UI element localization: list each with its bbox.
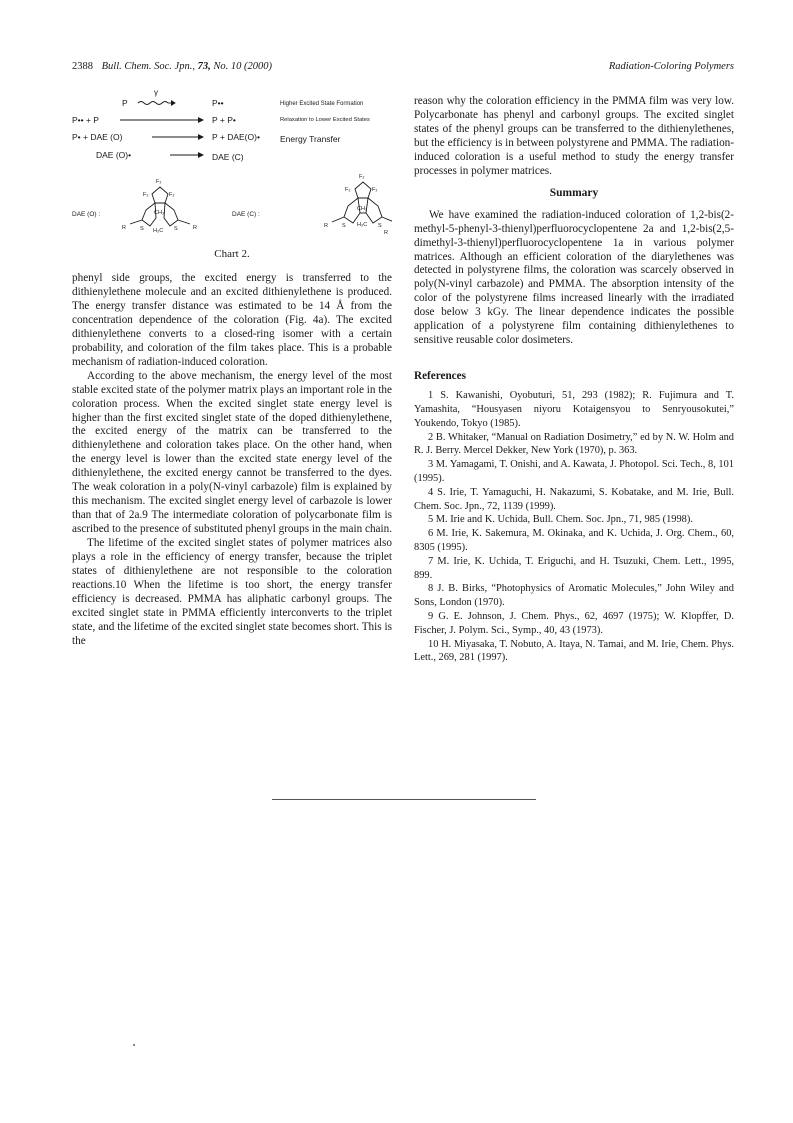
atom-s-left: S	[140, 226, 144, 232]
dae-open-label: DAE (O) :	[72, 211, 101, 218]
reference-item: 4 S. Irie, T. Yamaguchi, H. Nakazumi, S. Kobatake, and M. Irie, Bull. Chem. Soc. Jpn., 72, 1139 (1999).	[414, 486, 734, 512]
atom-f2-top: F₂	[156, 179, 162, 185]
chart-caption: Chart 2.	[214, 248, 250, 260]
atom-r-right-c: R	[384, 230, 388, 236]
atom-s-right-c: S	[378, 223, 382, 229]
running-title: Radiation-Coloring Polymers	[608, 61, 734, 72]
scheme-r1-left: P	[122, 98, 128, 108]
left-paragraph-3: The lifetime of the excited singlet states of polymer matrices also plays a role in the efficiency of energy transfer, because the triplet states of dithienylethene are not responsible to the coloration reactions.10 When the lifetime is too short, the energy transfer efficiency is decreased. PMMA has aliphatic carbonyl groups. The excited singlet state in PMMA efficiently interconverts to the triplet state, and the lifetime of the excited singlet state becomes short. This is the	[72, 537, 392, 647]
atom-r-left-c: R	[324, 223, 328, 229]
atom-s-right: S	[174, 226, 178, 232]
scheme-r4-left: DAE (O)•	[96, 150, 132, 160]
scan-speck	[133, 1044, 135, 1046]
dae-open-structure	[130, 187, 190, 226]
reference-item: 9 G. E. Johnson, J. Chem. Phys., 62, 4697 (1975); W. Klopffer, D. Fischer, J. Polym. Sci., Symp., 40, 43 (1973).	[414, 610, 734, 636]
atom-h3c-c: H₃C	[357, 222, 368, 228]
summary-heading: Summary	[549, 186, 599, 199]
reference-item: 10 H. Miyasaka, T. Nobuto, A. Itaya, N. Tamai, and M. Irie, Chem. Phys. Lett., 269, 281 (1997).	[414, 638, 734, 664]
reference-item: 3 M. Yamagami, T. Onishi, and A. Kawata, J. Photopol. Sci. Tech., 8, 101 (1995).	[414, 459, 734, 484]
scheme-r3-note: Energy Transfer	[280, 134, 341, 144]
dae-closed-label: DAE (C) :	[232, 211, 260, 218]
atom-f2-right-c: F₂	[372, 187, 378, 193]
atom-r-left: R	[122, 225, 126, 231]
atom-ch3: CH₃	[154, 210, 165, 216]
scheme-r2-right: P + P•	[212, 115, 236, 125]
reference-item: 6 M. Irie, K. Sakemura, M. Okinaka, and K. Uchida, J. Org. Chem., 60, 8305 (1995).	[414, 528, 734, 553]
scheme-r3-left: P• + DAE (O)	[72, 132, 123, 142]
left-column	[72, 272, 392, 649]
end-rule	[272, 799, 536, 800]
reference-item: 5 M. Irie and K. Uchida, Bull. Chem. Soc. Jpn., 71, 985 (1998).	[428, 514, 693, 526]
atom-r-right: R	[193, 225, 197, 231]
reference-item: 8 J. B. Birks, “Photophysics of Aromatic Molecules,” John Wiley and Sons, London (1970).	[414, 583, 734, 609]
scheme-r1-right: P••	[212, 98, 224, 108]
scheme-r2-note: Relaxation to Lower Excited States	[280, 117, 370, 123]
scheme-r1-note: Higher Excited State Formation	[280, 101, 364, 107]
scheme-r2-left: P•• + P	[72, 115, 99, 125]
running-header	[72, 61, 734, 75]
right-column	[414, 95, 734, 665]
scheme-r3-right: P + DAE(O)•	[212, 132, 260, 142]
atom-f2-right: F₂	[169, 192, 175, 198]
left-paragraph-2: According to the above mechanism, the energy level of the most stable excited state of the polymer matrix plays an important role in the coloration process. When the excited singlet state energy level is higher than the first excited singlet state of the doped dithienylethene, the excited energy of the matrix can be transferred to the dithienylethene and coloration takes place. On the other hand, when the energy level is lower than the excited state energy level of the dithienylethene, the excited energy cannot be transferred to the dyes. The weak coloration in a poly(N-vinyl carbazole) film is explained by this mechanism. The excited singlet energy level of carbazole is lower than that of 2a.9 The intermediate coloration of polycarbonate film is ascribed to the presence of substituted phenyl groups in the main chain.	[72, 369, 393, 536]
header-citation	[72, 61, 272, 72]
atom-h3c: H₃C	[153, 228, 164, 234]
reference-item: 2 B. Whitaker, “Manual on Radiation Dosimetry,” ed by N. W. Holm and R. J. Berry. Mercel Dekker, New York (1970), p. 363.	[414, 431, 734, 457]
wavy-arrow	[138, 102, 168, 105]
left-paragraph-1: phenyl side groups, the excited energy is transferred to the dithienylethene molecule and an excited dithienylethene is produced. The energy transfer distance was estimated to be 14 Å from the concentration dependence of the coloration (Fig. 4a). The excited dithienylethene converts to a closed-ring isomer with a certain probability, and coloration of the film takes place. This is a probable mechanism of radiation-induced coloration.	[72, 272, 392, 368]
journal-volume: 73,	[197, 61, 211, 72]
reference-item: 1 S. Kawanishi, Oyobuturi, 51, 293 (1982); R. Fujimura and T. Yamashita, “Housyasen niyoru Kotaigensyou to Senryousokutei,” Youkendo, Tokyo (1985).	[414, 390, 734, 429]
journal-name: Bull. Chem. Soc. Jpn.,	[101, 61, 195, 72]
journal-issue: No. 10 (2000)	[213, 61, 272, 72]
scheme-r4-right: DAE (C)	[212, 152, 244, 162]
references-list	[414, 389, 734, 665]
page-number: 2388	[72, 61, 93, 72]
atom-f2-top-c: F₂	[359, 174, 365, 180]
dae-closed-structure	[332, 182, 392, 223]
gamma-symbol: γ	[154, 88, 158, 97]
summary-paragraph: We have examined the radiation-induced coloration of 1,2-bis(2-methyl-5-phenyl-3-thienyl)perfluorocyclopentene 2a and 1,2-bis(2,5-dimethyl-3-thienyl)perfluorocyclopentene 1a in various polymer matrices. Although an efficient coloration of the diarylethenes was detected in polystyrene films, the coloration was scarcely observed in poly(N-vinyl carbazole) and PMMA. The absorption intensity of the color of the polystyrene films increased linearly with the irradiated dose below 3 kGy. The linear dependence indicates the possible application of a polystyrene film containing dithienylethenes to sensitive reusable color dosimeters.	[414, 208, 734, 347]
atom-s-left-c: S	[342, 223, 346, 229]
atom-ch3-c: CH₃	[357, 206, 368, 212]
atom-f2-left-c: F₂	[345, 187, 351, 193]
scheme-drawing	[72, 86, 392, 246]
reaction-scheme	[72, 86, 392, 246]
references-heading: References	[414, 370, 466, 383]
right-paragraph-1: reason why the coloration efficiency in the PMMA film was very low. Polycarbonate has phenyl and carbonyl groups. The excited singlet states of the phenyl groups can be transferred to the dithienylethenes, but the efficiency is in between polystyrene and PMMA. The radiation-induced coloration is a useful method to study the energy transfer processes in polymer matrices.	[414, 95, 734, 177]
atom-f2-left: F₂	[143, 192, 149, 198]
reference-item: 7 M. Irie, K. Uchida, T. Eriguchi, and H. Tsuzuki, Chem. Lett., 1995, 899.	[414, 555, 734, 581]
